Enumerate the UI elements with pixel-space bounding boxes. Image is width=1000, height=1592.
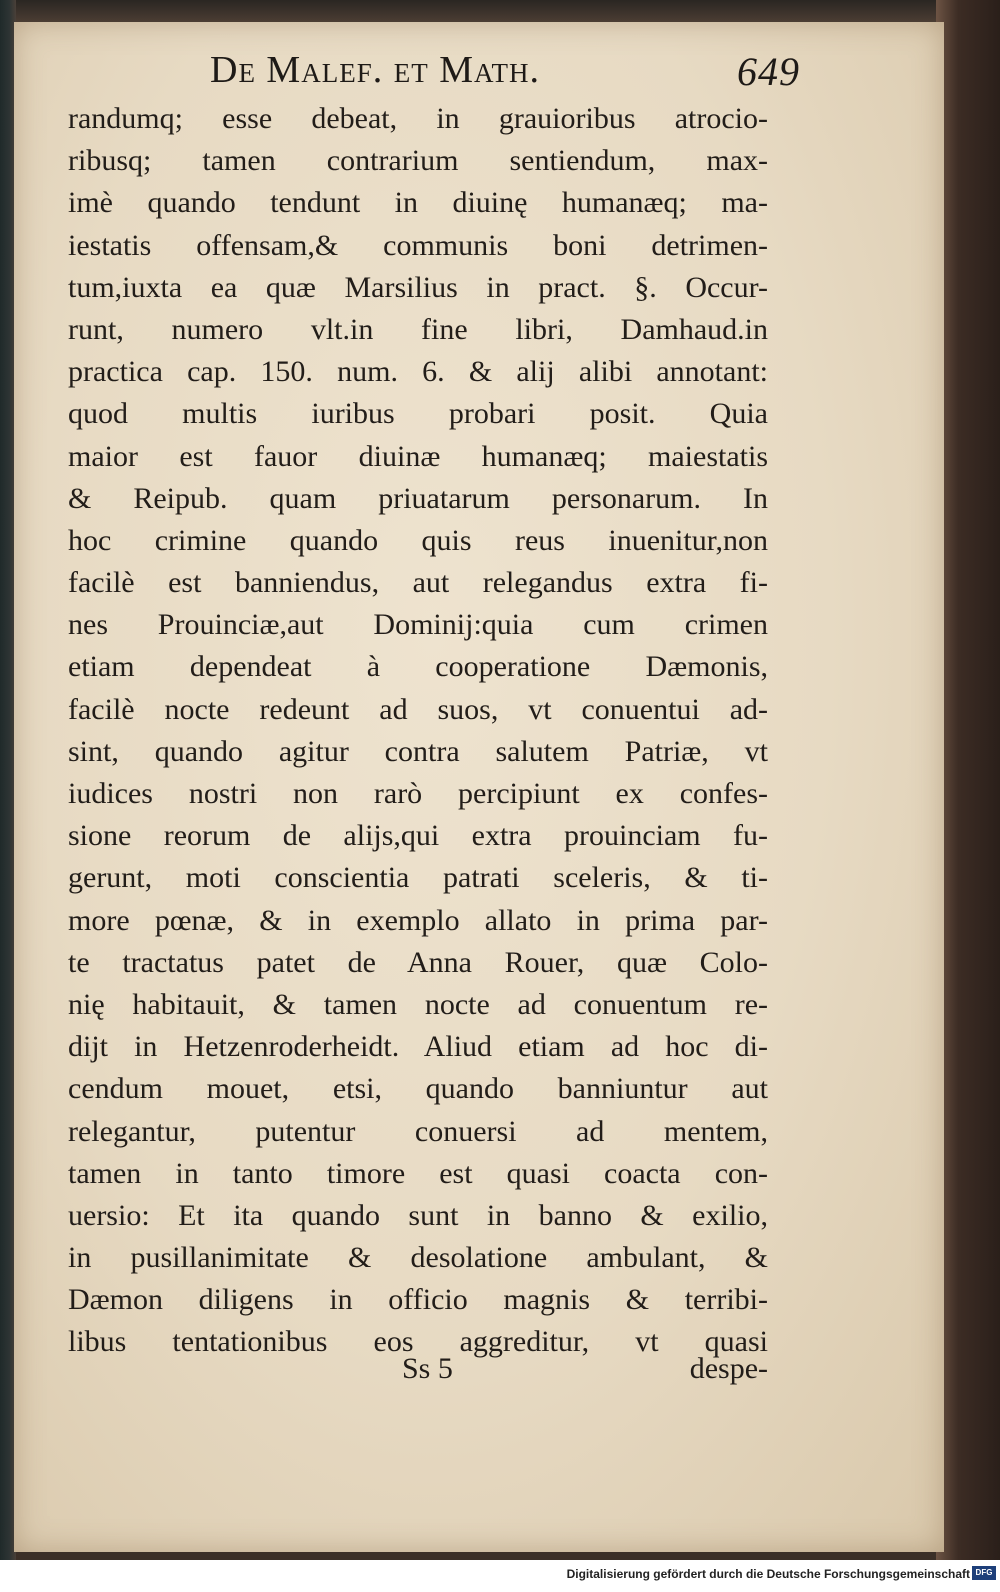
text-line: iudices nostri non rarò percipiunt ex confes-: [68, 777, 768, 810]
text-line: etiam dependeat à cooperatione Dæmonis,: [68, 650, 768, 684]
text-line: in pusillanimitate & desolatione ambulant, &: [68, 1241, 768, 1275]
text-line: Dæmon diligens in officio magnis & terribi-: [68, 1283, 768, 1317]
text-line: dijt in Hetzenroderheidt. Aliud etiam ad hoc di-: [68, 1030, 768, 1064]
text-line: nię habitauit, & tamen nocte ad conuentum re-: [68, 987, 768, 1021]
text-line: libus tentationibus eos aggreditur, vt quasi: [68, 1325, 768, 1359]
text-line: te tractatus patet de Anna Rouer, quæ Colo-: [68, 945, 768, 979]
text-line: facilè est banniendus, aut relegandus extra fi-: [68, 566, 768, 600]
text-line: tamen in tanto timore est quasi coacta con-: [68, 1156, 768, 1190]
text-line: practica cap. 150. num. 6. & alij alibi annotant:: [68, 355, 768, 389]
running-head-title: De Malef. et Math.: [210, 49, 540, 91]
book-page: [14, 22, 944, 1552]
funding-credit: Digitalisierung gefördert durch die Deutsche Forschungsgemeinschaft: [566, 1567, 970, 1581]
text-line: & Reipub. quam priuatarum personarum. In: [68, 481, 768, 515]
digitization-footer: [0, 1560, 1000, 1592]
signature-mark: Ss 5: [402, 1352, 453, 1385]
text-line: cendum mouet, etsi, quando banniuntur aut: [68, 1072, 768, 1106]
text-line: gerunt, moti conscientia patrati sceleris, & ti-: [68, 861, 768, 895]
text-line: sint, quando agitur contra salutem Patriæ, vt: [68, 734, 768, 768]
page-foot: [68, 1352, 768, 1396]
text-line: facilè nocte redeunt ad suos, vt conuentui ad-: [68, 692, 768, 726]
running-head: [210, 48, 800, 98]
text-line: maior est fauor diuinæ humanæq; maiestatis: [68, 439, 768, 473]
text-line: quod multis iuribus probari posit. Quia: [68, 397, 768, 431]
text-line: iestatis offensam,& communis boni detrimen-: [68, 228, 768, 262]
text-line: runt, numero vlt.in fine libri, Damhaud.in: [68, 312, 768, 346]
dfg-logo: DFG: [972, 1566, 996, 1580]
text-line: ribusq; tamen contrarium sentiendum, max-: [68, 144, 768, 178]
book-edge-right: [936, 0, 1000, 1560]
text-line: nes Prouinciæ,aut Dominij:quia cum crimen: [68, 608, 768, 642]
body-text: [68, 98, 768, 1364]
page-number: 649: [737, 49, 800, 94]
text-line: tum,iuxta ea quæ Marsilius in pract. §. Occur-: [68, 270, 768, 304]
text-line: hoc crimine quando quis reus inuenitur,non: [68, 523, 768, 557]
text-line: uersio: Et ita quando sunt in banno & exilio,: [68, 1198, 768, 1232]
text-line: relegantur, putentur conuersi ad mentem,: [68, 1114, 768, 1148]
text-line: randumq; esse debeat, in grauioribus atrocio-: [68, 102, 768, 135]
book-edge-top: [0, 0, 1000, 22]
text-line: imè quando tendunt in diuinę humanæq; ma-: [68, 186, 768, 220]
text-line: sione reorum de alijs,qui extra prouinciam fu-: [68, 819, 768, 853]
catchword: despe-: [689, 1352, 768, 1385]
text-line: more pœnæ, & in exemplo allato in prima par-: [68, 903, 768, 937]
